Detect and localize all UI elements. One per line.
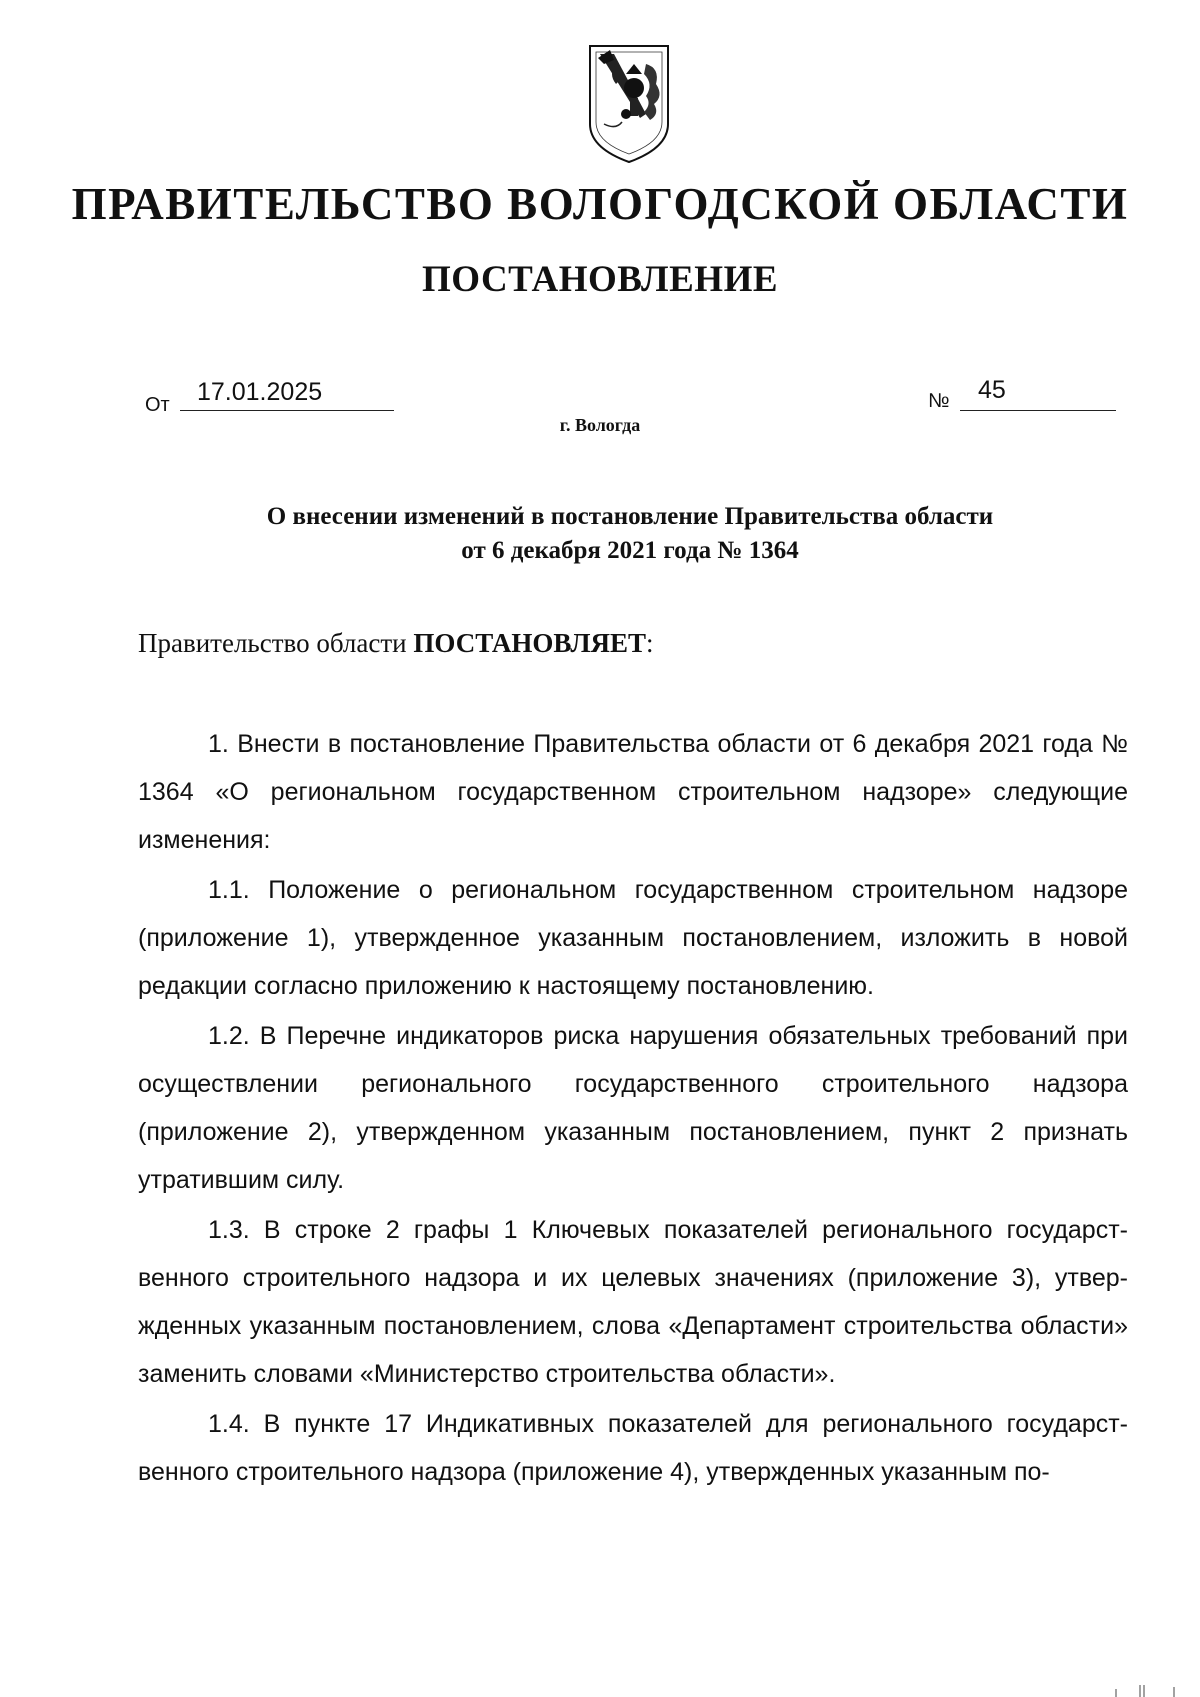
scan-artifact-marks	[1110, 1683, 1180, 1697]
date-underline	[180, 410, 394, 411]
document-number: 45	[978, 376, 1006, 404]
document-type-title: ПОСТАНОВЛЕНИЕ	[421, 259, 779, 300]
coat-of-arms-icon	[586, 44, 672, 164]
preamble-keyword: ПОСТАНОВЛЯЕТ	[413, 628, 646, 658]
paragraph-1-2: 1.2. В Перечне индикаторов риска нарушения обязательных требований при осуществлении регионального государственного строительного надзора (приложение 2), утвержденном указанным постановлением, пункт 2 признать утратившим силу.	[138, 1022, 1128, 1194]
subject-line-1: О внесении изменений в постановление Правительства области	[266, 503, 994, 530]
paragraph-1-3: 1.3. В строке 2 графы 1 Ключевых показателей регионального государственного строительного надзора и их целевых значениях (приложение 3), утвержденных указанным постановлением, слова «Департамент строительства области» заменить словами «Министерство строительства области».	[138, 1216, 1128, 1388]
document-body	[138, 720, 1128, 1498]
subject-line-2: от 6 декабря 2021 года № 1364	[461, 537, 799, 564]
date-prefix: От	[145, 394, 170, 416]
document-subject	[160, 500, 1100, 568]
number-prefix: №	[928, 390, 950, 412]
preamble-text: Правительство области	[138, 628, 414, 658]
document-date: 17.01.2025	[197, 378, 323, 406]
number-underline	[960, 410, 1116, 411]
paragraph-1-1: 1.1. Положение о региональном государственном строительном надзоре (приложение 1), утвержденное указанным постановлением, изложить в новой редакции согласно приложению к настоящему постановлению.	[138, 876, 1128, 1000]
document-city: г. Вологда	[559, 415, 641, 435]
paragraph-1: 1. Внести в постановление Правительства области от 6 декабря 2021 года № 1364 «О региональном государственном строительном надзоре» следующие изменения:	[138, 730, 1128, 854]
preamble	[138, 628, 654, 659]
org-title: ПРАВИТЕЛЬСТВО ВОЛОГОДСКОЙ ОБЛАСТИ	[71, 179, 1129, 229]
preamble-suffix: :	[645, 628, 654, 658]
paragraph-1-4: 1.4. В пункте 17 Индикативных показателей для регионального государственного строительного надзора (приложение 4), утвержденных указанным по-	[138, 1410, 1128, 1486]
